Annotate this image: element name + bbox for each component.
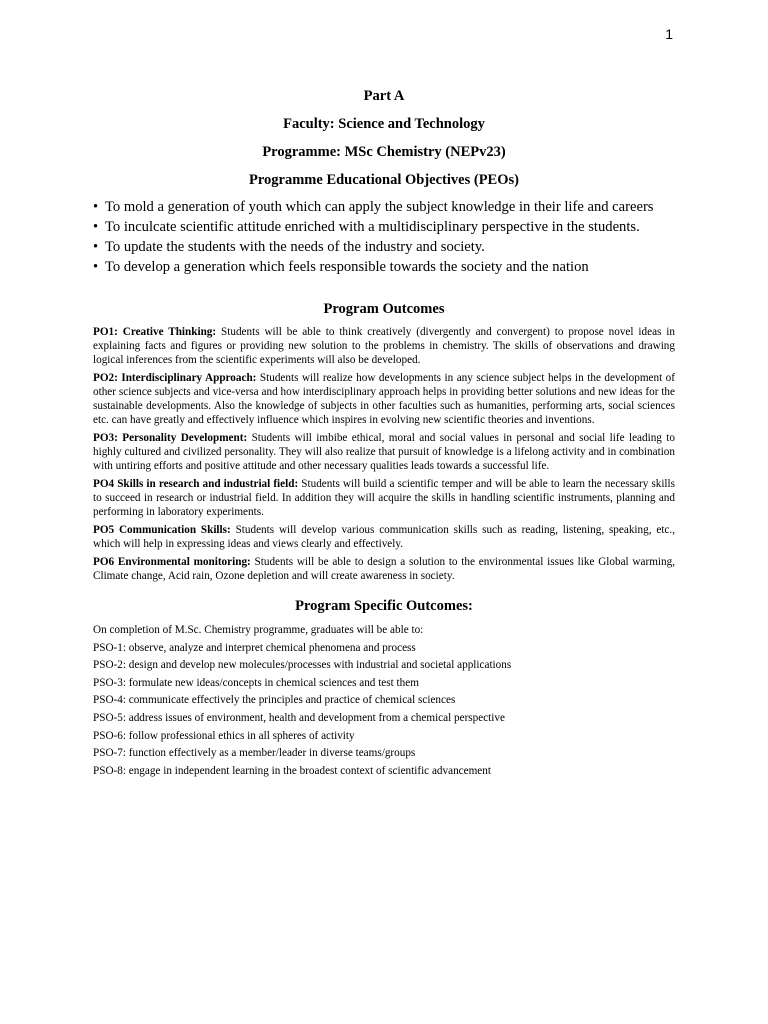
po-label: PO2: Interdisciplinary Approach: <box>93 372 257 384</box>
program-specific-outcomes-heading: Program Specific Outcomes: <box>295 598 473 614</box>
po-label: PO6 Environmental monitoring: <box>93 556 251 568</box>
po-label: PO5 Communication Skills: <box>93 524 231 536</box>
pso-item: PSO-1: observe, analyze and interpret chemical phenomena and process <box>93 641 416 654</box>
pso-item: PSO-2: design and develop new molecules/processes with industrial and societal applications <box>93 659 512 672</box>
pso-item: PSO-3: formulate new ideas/concepts in chemical sciences and test them <box>93 676 419 689</box>
program-outcome-item <box>93 523 675 551</box>
pso-item: PSO-6: follow professional ethics in all spheres of activity <box>93 729 355 742</box>
pso-intro: On completion of M.Sc. Chemistry programme, graduates will be able to: <box>93 624 424 636</box>
pso-item: PSO-8: engage in independent learning in the broadest context of scientific advancement <box>93 764 491 777</box>
po-label: PO4 Skills in research and industrial field: <box>93 478 299 490</box>
pso-item: PSO-7: function effectively as a member/leader in diverse teams/groups <box>93 747 416 760</box>
po-text: Students will imbibe ethical, moral and social values in personal and social life leading to highly cultured and civilized personality. They will also realize that pursuit of knowledge is a lifelong activity and in combination with untiring efforts and positive attitude and other necessary qualities leads towards a successful life. <box>93 432 675 472</box>
part-heading: Part A <box>363 88 405 104</box>
peo-item: • To mold a generation of youth which can apply the subject knowledge in their life and careers <box>93 198 675 216</box>
program-outcome-item <box>93 555 675 583</box>
pso-item: PSO-5: address issues of environment, health and development from a chemical perspective <box>93 711 505 724</box>
program-outcomes-heading: Program Outcomes <box>323 301 445 317</box>
peo-heading: Programme Educational Objectives (PEOs) <box>249 172 519 188</box>
po-text: Students will develop various communication skills such as reading, listening, speaking, etc., which will help in expressing ideas and views clearly and effectively. <box>93 524 675 550</box>
peo-item: • To develop a generation which feels responsible towards the society and the nation <box>93 258 675 276</box>
po-label: PO1: Creative Thinking: <box>93 326 217 338</box>
po-label: PO3: Personality Development: <box>93 432 248 444</box>
peo-item: • To update the students with the needs of the industry and society. <box>93 238 675 256</box>
faculty-heading: Faculty: Science and Technology <box>283 116 485 132</box>
peo-item: • To inculcate scientific attitude enriched with a multidisciplinary perspective in the students. <box>93 218 675 236</box>
peo-list <box>93 198 675 276</box>
po-text: Students will realize how developments in any science subject helps in the development of other science subjects and vice-versa and how interdisciplinary approach helps in providing better solutions and new ideas for the sustainable developments. Also the knowledge of subjects in other faculties such as humanities, performing arts, social sciences etc. can have greatly and effectively influence which inspires in evolving new scientific theories and inventions. <box>93 372 675 426</box>
programme-heading: Programme: MSc Chemistry (NEPv23) <box>262 144 506 160</box>
program-outcome-item <box>93 477 675 519</box>
page-number: 1 <box>665 26 673 42</box>
program-outcome-item <box>93 325 675 367</box>
program-outcome-item <box>93 431 675 473</box>
po-text: Students will be able to design a solution to the environmental issues like Global warming, Climate change, Acid rain, Ozone depletion and will create awareness in society. <box>93 556 675 582</box>
po-text: Students will build a scientific temper and will be able to learn the necessary skills to succeed in research or industrial field. In addition they will acquire the skills in handling scientific instruments, planning and performing in laboratory experiments. <box>93 478 675 518</box>
pso-item: PSO-4: communicate effectively the principles and practice of chemical sciences <box>93 694 456 707</box>
document-body <box>93 86 675 780</box>
program-outcome-item <box>93 371 675 427</box>
po-text: Students will be able to think creatively (divergently and convergent) to propose novel ideas in explaining facts and figures or providing new solution to the problems in chemistry. The skills of observations and drawing logical inferences from the scientific experiments will also be developed. <box>93 326 675 366</box>
